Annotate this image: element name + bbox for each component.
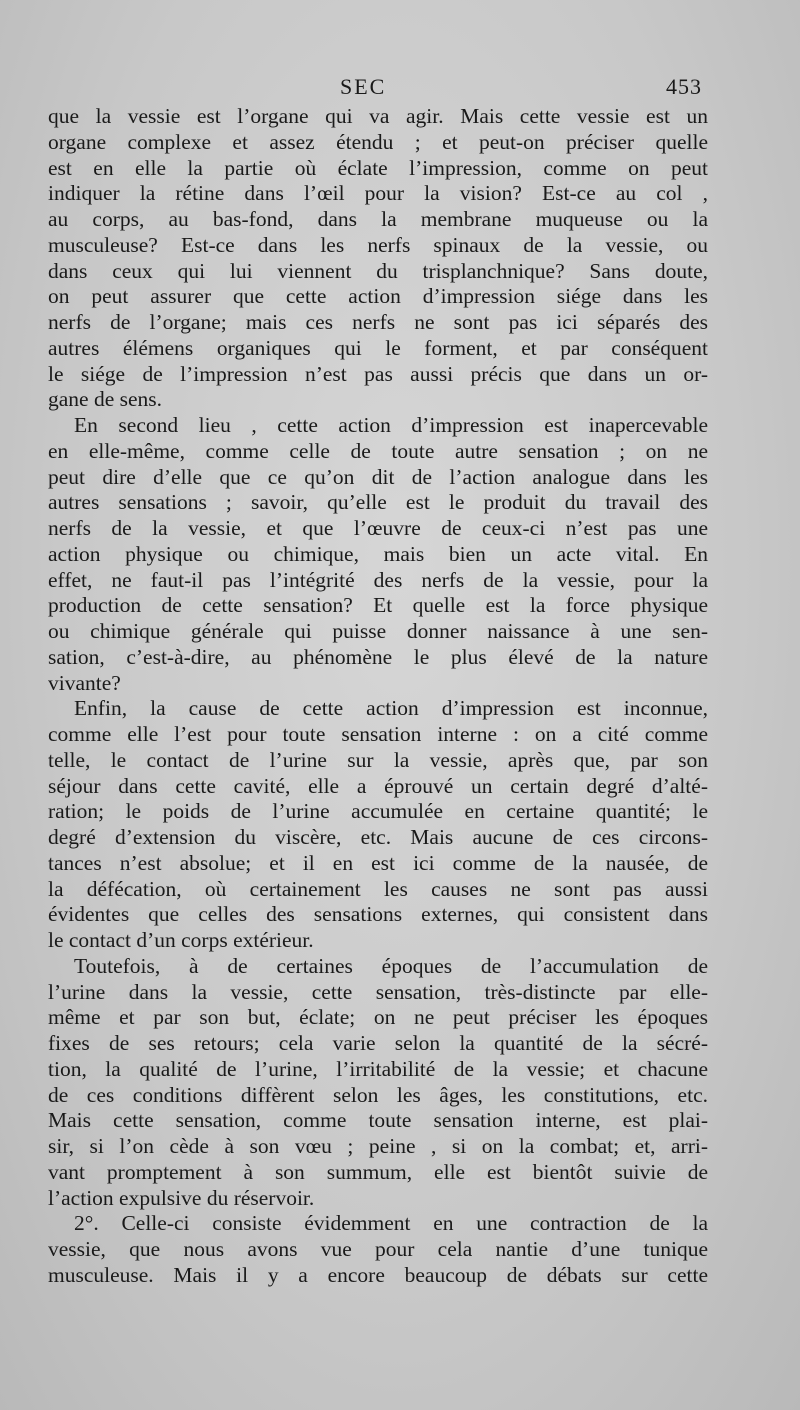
text-line: sation, c’est-à-dire, au phénomène le plus élevé de la nature	[48, 644, 708, 669]
text-line: le siége de l’impression n’est pas aussi précis que dans un or-	[48, 361, 708, 386]
text-line: de ces conditions diffèrent selon les âges, les constitutions, etc.	[48, 1082, 708, 1107]
text-line: Mais cette sensation, comme toute sensation interne, est plai-	[48, 1108, 708, 1133]
text-line: séjour dans cette cavité, elle a éprouvé un certain degré d’alté-	[48, 773, 708, 798]
text-line: vant promptement à son summum, elle est bientôt suivie de	[48, 1159, 708, 1184]
text-line: En second lieu , cette action d’impression est inapercevable	[74, 413, 708, 437]
text-line: tion, la qualité de l’urine, l’irritabilité de la vessie; et chacune	[48, 1056, 708, 1081]
text-line: telle, le contact de l’urine sur la vessie, après que, par son	[48, 747, 708, 772]
text-line: en elle-même, comme celle de toute autre sensation ; on ne	[48, 438, 708, 463]
text-line: degré d’extension du viscère, etc. Mais aucune de ces circons-	[48, 825, 708, 849]
text-line: gane de sens.	[48, 387, 163, 412]
page-number: 453	[666, 74, 702, 99]
text-line: l’urine dans la vessie, cette sensation, très-distincte par elle-	[48, 979, 708, 1004]
text-line: musculeuse. Mais il y a encore beaucoup de débats sur cette	[48, 1262, 708, 1287]
running-head	[0, 74, 800, 104]
body-text	[48, 104, 708, 1289]
text-line: la défécation, où certainement les causes ne sont pas aussi	[48, 876, 708, 901]
text-line: au corps, au bas-fond, dans la membrane muqueuse ou la	[48, 207, 708, 231]
text-line: vessie, que nous avons vue pour cela nantie d’une tunique	[48, 1237, 708, 1261]
text-line: action physique ou chimique, mais bien un acte vital. En	[48, 541, 708, 566]
text-line: vivante?	[48, 670, 121, 695]
text-line: musculeuse? Est-ce dans les nerfs spinaux de la vessie, ou	[48, 232, 708, 257]
text-line: évidentes que celles des sensations externes, qui consistent dans	[48, 902, 708, 927]
text-line: peut dire d’elle que ce qu’on dit de l’action analogue dans les	[48, 464, 708, 489]
text-line: autres élémens organiques qui le forment, et par conséquent	[48, 335, 708, 360]
running-title: SEC	[340, 74, 387, 99]
text-line: l’action expulsive du réservoir.	[48, 1185, 315, 1210]
text-line: que la vessie est l’organe qui va agir. Mais cette vessie est un	[48, 104, 708, 128]
text-line: ration; le poids de l’urine accumulée en certaine quantité; le	[48, 799, 708, 824]
text-line: nerfs de l’organe; mais ces nerfs ne sont pas ici séparés des	[48, 310, 708, 334]
text-line: même et par son but, éclate; on ne peut préciser les époques	[48, 1005, 708, 1030]
text-line: sir, si l’on cède à son vœu ; peine , si on la combat; et, arri-	[48, 1134, 708, 1158]
text-line: nerfs de la vessie, et que l’œuvre de ceux-ci n’est pas une	[48, 516, 708, 540]
text-line: effet, ne faut-il pas l’intégrité des nerfs de la vessie, pour la	[48, 567, 708, 592]
text-line: Toutefois, à de certaines époques de l’accumulation de	[74, 953, 708, 978]
text-line: est en elle la partie où éclate l’impression, comme on peut	[48, 155, 708, 180]
text-line: production de cette sensation? Et quelle est la force physique	[48, 593, 708, 618]
text-line: fixes de ses retours; cela varie selon la quantité de la sécré-	[48, 1031, 708, 1055]
text-line: le contact d’un corps extérieur.	[48, 928, 314, 952]
text-line: 2°. Celle-ci consiste évidemment en une contraction de la	[74, 1211, 708, 1236]
text-line: Enfin, la cause de cette action d’impression est inconnue,	[74, 696, 708, 721]
text-line: comme elle l’est pour toute sensation interne : on a cité comme	[48, 722, 708, 746]
text-line: dans ceux qui lui viennent du trisplanchnique? Sans doute,	[48, 258, 708, 283]
text-line: organe complexe et assez étendu ; et peut-on préciser quelle	[48, 129, 708, 154]
text-line: on peut assurer que cette action d’impression siége dans les	[48, 284, 708, 309]
text-line: indiquer la rétine dans l’œil pour la vision? Est-ce au col ,	[48, 181, 708, 206]
text-line: tances n’est absolue; et il en est ici comme de la nausée, de	[48, 850, 708, 875]
text-line: autres sensations ; savoir, qu’elle est le produit du travail des	[48, 490, 708, 515]
text-line: ou chimique générale qui puisse donner naissance à une sen-	[48, 619, 708, 643]
